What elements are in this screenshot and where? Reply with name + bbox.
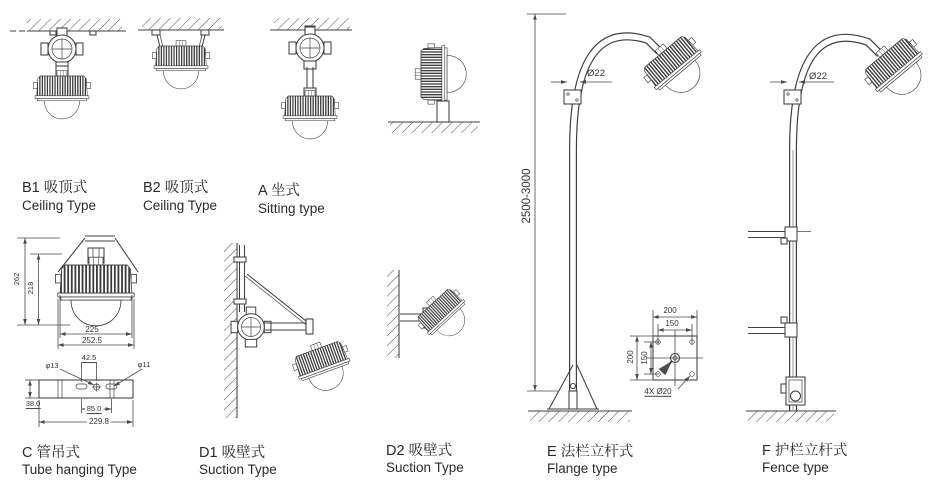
label-a-zh: A 坐式 — [258, 183, 300, 199]
label-d2-en: Suction Type — [386, 460, 464, 475]
label-b2-zh: B2 吸顶式 — [143, 180, 209, 196]
dim-e-pole-height: 2500-3000 — [520, 168, 533, 224]
dim-plate-width: 229.8 — [88, 416, 110, 426]
dim-plate-depth: 38.0 — [25, 399, 41, 409]
label-e-zh: E 法栏立杆式 — [547, 444, 634, 460]
label-b1-zh: B1 吸顶式 — [22, 180, 88, 196]
dim-flange-outer-h: 200 — [625, 350, 635, 364]
label-c-zh: C 管吊式 — [22, 445, 80, 461]
drawing-sitting-pole — [388, 44, 480, 133]
dim-body-height: 218 — [26, 281, 36, 295]
drawing-f-pole — [746, 29, 936, 422]
drawing-b1-ceiling — [10, 19, 126, 119]
drawing-c-dimensioned — [17, 236, 138, 349]
drawing-d2-wall — [387, 270, 479, 358]
dim-overall-width: 252.5 — [81, 335, 103, 345]
drawing-b2-ceiling — [138, 18, 224, 89]
dim-e-pole-dia: Ø22 — [587, 68, 605, 80]
drawing-mounting-plate — [25, 362, 142, 427]
label-d1-zh: D1 吸壁式 — [199, 445, 266, 461]
label-d1-en: Suction Type — [199, 462, 277, 477]
dim-flange-holes: 4X Ø20 — [644, 386, 672, 396]
dim-f-pole-dia: Ø22 — [809, 71, 827, 83]
dim-flange-holes-h: 150 — [639, 351, 649, 365]
dim-body-width: 225 — [85, 324, 99, 334]
dim-flange-outer-w: 200 — [663, 305, 677, 315]
label-d2-zh: D2 吸壁式 — [386, 443, 453, 459]
dim-hole-dia-center: φ13 — [45, 361, 59, 371]
label-b2-en: Ceiling Type — [143, 198, 218, 213]
label-f-zh: F 护栏立杆式 — [762, 443, 848, 459]
label-f-en: Fence type — [762, 460, 829, 475]
drawing-d1-wall — [224, 243, 359, 418]
label-c-en: Tube hanging Type — [22, 462, 137, 477]
dim-slot-spacing: 85.0 — [86, 404, 102, 414]
dim-flange-holes-w: 150 — [665, 318, 679, 328]
label-b1-en: Ceiling Type — [22, 198, 97, 213]
label-e-en: Flange type — [547, 461, 618, 476]
drawing-a-pendant — [270, 18, 352, 139]
dim-hole-dia-side: φ11 — [137, 360, 151, 370]
dim-hole-offset: 42.5 — [81, 353, 97, 363]
dim-overall-height: 262 — [12, 272, 22, 286]
label-a-en: Sitting type — [258, 201, 325, 216]
